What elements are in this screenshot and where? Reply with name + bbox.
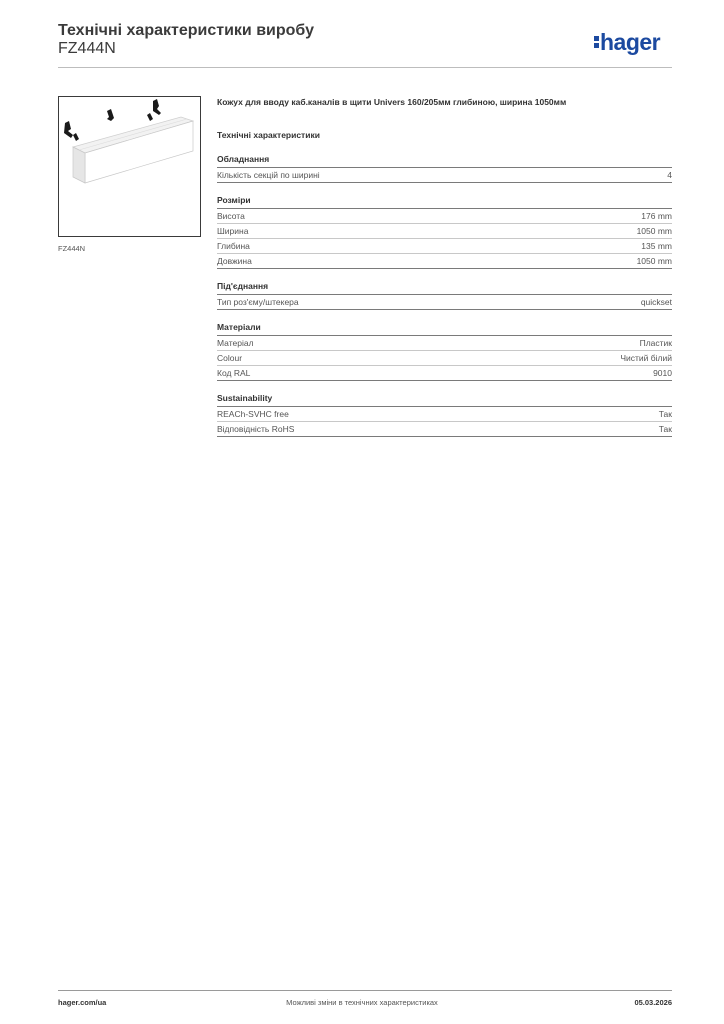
spec-value: Так [658, 424, 672, 434]
footer-website-link[interactable]: hager.com/ua [58, 998, 107, 1007]
spec-label: Ширина [217, 226, 249, 236]
spec-label: Довжина [217, 256, 252, 266]
spec-section [217, 281, 672, 310]
spec-value: Чистий білий [620, 353, 672, 363]
clip-right [153, 99, 161, 115]
spec-row [217, 351, 672, 366]
logo-text: hager [600, 29, 661, 55]
section-title: Обладнання [217, 154, 672, 168]
spec-value: 1050 mm [636, 226, 672, 236]
section-title: Матеріали [217, 322, 672, 336]
spec-row [217, 366, 672, 381]
clip-mid [107, 109, 114, 121]
spec-label: Матеріал [217, 338, 254, 348]
product-image-frame [58, 96, 201, 237]
spec-section [217, 154, 672, 183]
spec-label: Глибина [217, 241, 250, 251]
spec-section [217, 195, 672, 269]
spec-label: Тип роз'єму/штекера [217, 297, 299, 307]
product-code: FZ444N [58, 40, 116, 57]
spec-value: 1050 mm [636, 256, 672, 266]
spec-value: Так [658, 409, 672, 419]
spec-row [217, 239, 672, 254]
header-divider [58, 67, 672, 68]
clip-right-2 [147, 113, 153, 121]
product-image [59, 97, 200, 236]
logo-dots-icon [594, 34, 599, 50]
spec-section [217, 322, 672, 381]
spec-label: Висота [217, 211, 245, 221]
cover-side-face [73, 147, 85, 183]
spec-row [217, 209, 672, 224]
spec-value: 9010 [653, 368, 672, 378]
spec-row [217, 336, 672, 351]
hager-logo [594, 29, 660, 56]
spec-row [217, 295, 672, 310]
spec-row [217, 407, 672, 422]
spec-value: Пластик [639, 338, 672, 348]
image-caption: FZ444N [58, 244, 86, 253]
spec-value: quickset [640, 297, 672, 307]
spec-label: Кількість секцій по ширині [217, 170, 320, 180]
footer-disclaimer: Можливі зміни в технічних характеристиках [286, 998, 438, 1007]
spec-row [217, 422, 672, 437]
section-title: Sustainability [217, 393, 672, 407]
spec-label: REACh-SVHC free [217, 409, 289, 419]
product-title: Кожух для вводу каб.каналів в щити Univers 160/205мм глибиною, ширина 1050мм [217, 97, 567, 107]
spec-row [217, 254, 672, 269]
footer-divider [58, 990, 672, 991]
spec-value: 4 [667, 170, 672, 180]
spec-content [217, 96, 672, 437]
spec-label: Colour [217, 353, 243, 363]
spec-value: 176 mm [641, 211, 672, 221]
clip-left-2 [73, 133, 79, 141]
section-title: Розміри [217, 195, 672, 209]
spec-value: 135 mm [641, 241, 672, 251]
spec-label: Код RAL [217, 368, 251, 378]
clip-left [64, 121, 73, 138]
spec-label: Відповідність RoHS [217, 424, 295, 434]
footer-date: 05.03.2026 [634, 998, 672, 1007]
spec-heading: Технічні характеристики [217, 130, 320, 140]
spec-row [217, 168, 672, 183]
spec-section [217, 393, 672, 437]
section-title: Під'єднання [217, 281, 672, 295]
document-title: Технічні характеристики виробу [58, 22, 314, 39]
spec-row [217, 224, 672, 239]
